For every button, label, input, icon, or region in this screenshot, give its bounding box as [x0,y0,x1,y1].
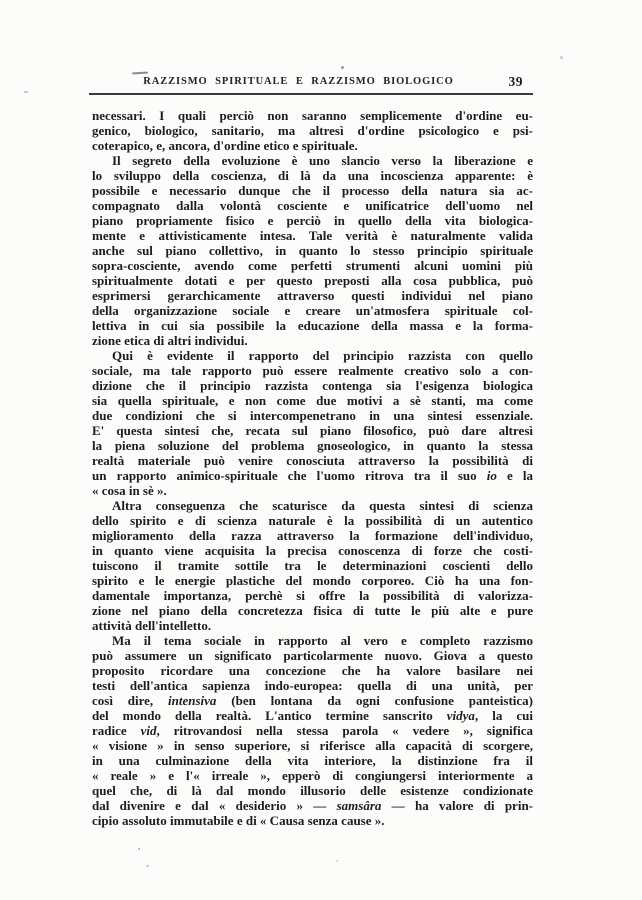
scan-speck [24,91,28,93]
paragraph [92,108,533,153]
text-line [92,513,533,528]
text-segment: testi dell'antica sapienza indo-europea: quella di una unità, per [92,678,533,693]
text-line [92,258,533,273]
text-line [92,408,533,423]
running-header-title: RAZZISMO SPIRITUALE E RAZZISMO BIOLOGICO [143,76,454,87]
text-line [92,498,533,513]
text-line [92,483,533,498]
text-segment: Altra conseguenza che scaturisce da questa sintesi di scienza [112,498,533,513]
text-segment: proposito ricordare una concezione che ha valore basilare nei [92,663,533,678]
text-line [92,108,533,123]
text-line [92,603,533,618]
text-segment: dal divenire e dal « desiderio » — [92,798,337,813]
text-line [92,363,533,378]
paragraph [92,498,533,633]
text-segment: « cosa in sè ». [92,483,167,498]
text-segment: esprimersi gerarchicamente attraverso questi individui nel piano [92,288,533,303]
text-segment: coterapico, e, ancora, d'ordine etico e spirituale. [92,138,358,153]
text-line [92,633,533,648]
text-line [92,288,533,303]
paragraph [92,153,533,348]
text-line [92,138,533,153]
text-line [92,588,533,603]
text-segment: zione etica di altri individui. [92,333,248,348]
text-segment: lo sviluppo della coscienza, di là da una incoscienza apparente: è [92,168,533,183]
page-number: 39 [508,74,523,89]
text-line [92,123,533,138]
text-segment: Qui è evidente il rapporto del principio razzista con quello [112,348,533,363]
paragraph [92,633,533,828]
text-line [92,228,533,243]
text-segment: damentale importanza, perchè si offre la possibilità di valorizza- [92,588,533,603]
text-segment: anche sul piano collettivo, in quanto lo stesso principio spirituale [92,243,533,258]
text-segment: io [486,468,497,483]
text-segment: due condizioni che si intercompenetrano in una sintesi essenziale. [92,408,533,423]
text-segment: Ma il tema sociale in rapporto al vero e completo razzismo [112,633,533,648]
text-segment: miglioramento della razza attraverso la formazione dell'individuo, [92,528,533,543]
text-segment: zione nel piano della concretezza fisica di tutte le più alte e pure [92,603,533,618]
text-line [92,693,533,708]
text-segment: tuiscono il tramite sottile tra le determinazioni coscienti dello [92,558,533,573]
text-segment: cipio assoluto immutabile e di « Causa senza cause ». [92,813,385,828]
text-line [92,753,533,768]
text-segment: E' questa sintesi che, recata sul piano filosofico, può dare altresì [92,423,533,438]
text-line [92,783,533,798]
text-line [92,393,533,408]
text-line [92,378,533,393]
text-segment: compagnato dalla volontà cosciente e unificatrice dell'uomo nel [92,198,533,213]
text-segment: vid [140,723,157,738]
text-line [92,813,533,828]
text-segment: — ha valore di prin- [381,798,533,813]
text-segment: « visione » in senso superiore, si riferisce alla capacità di scorgere, [92,738,533,753]
page-body [92,108,533,828]
text-segment: realtà materiale può venire conosciuta attraverso la possibilità di [92,453,533,468]
text-segment: necessari. I quali perciò non saranno semplicemente d'ordine eu- [92,108,533,123]
text-line [92,348,533,363]
text-line [92,303,533,318]
scan-speck [560,56,563,59]
text-segment: sociale, ma tale rapporto può essere realmente creativo solo a con- [92,363,533,378]
text-segment: e la [496,468,533,483]
text-line [92,678,533,693]
text-segment: la piena soluzione del problema gnoseologico, in quanto la stessa [92,438,533,453]
text-line [92,528,533,543]
text-line [92,273,533,288]
text-line [92,558,533,573]
text-line [92,318,533,333]
text-segment: della organizzazione sociale e creare un'atmosfera spirituale col- [92,303,533,318]
text-segment: (ben lontana da ogni confusione panteistica) [216,693,533,708]
text-segment: dello spirito e di scienza naturale è la possibilità di un autentico [92,513,533,528]
text-line [92,708,533,723]
text-line [92,618,533,633]
text-line [92,243,533,258]
text-line [92,213,533,228]
text-segment: sia quella spirituale, e non come due motivi a sè stanti, ma come [92,393,533,408]
scan-speck [341,66,344,69]
text-line [92,798,533,813]
text-line [92,468,533,483]
text-segment: possibile e necessario dunque che il processo della natura sia ac- [92,183,533,198]
text-segment: mente e attivisticamente intesa. Tale verità è naturalmente valida [92,228,533,243]
text-segment: radice [92,723,141,738]
text-segment: sopra-cosciente, avendo come perfetti strumenti alcuni uomini più [92,258,533,273]
text-line [92,153,533,168]
text-segment: attività dell'intelletto. [92,618,212,633]
text-segment: intensiva [168,693,217,708]
text-line [92,453,533,468]
text-segment: piano propriamente fisico e perciò in quello della vita biologica- [92,213,533,228]
text-segment: , la cui [474,708,533,723]
text-line [92,168,533,183]
text-line [92,198,533,213]
scan-speck [138,848,140,850]
text-segment: « reale » e l'« irreale », epperò di congiungersi interiormente a [92,768,533,783]
text-segment: può assumere un significato particolarmente nuovo. Giova a questo [92,648,533,663]
text-line [92,423,533,438]
text-segment: così dire, [92,693,169,708]
text-segment: in quanto viene acquisita la precisa conoscenza di forze che costi- [92,543,533,558]
text-segment: in una culminazione della vita interiore, la distinzione fra il [92,753,533,768]
text-line [92,543,533,558]
text-segment: vidya [446,708,475,723]
text-segment: del mondo della realtà. L'antico termine sanscrito [92,708,447,723]
text-line [92,648,533,663]
header-rule [89,93,533,95]
text-line [92,768,533,783]
text-segment: samsâra [336,798,382,813]
text-line [92,663,533,678]
text-segment: Il segreto della evoluzione è uno slancio verso la liberazione e [112,153,533,168]
text-segment: un rapporto animico-spirituale che l'uomo ritrova tra il suo [92,468,487,483]
text-line [92,438,533,453]
scan-speck [146,865,149,867]
text-line [92,183,533,198]
text-segment: spiritualmente dotati e per questo preposti alla cosa pubblica, può [92,273,533,288]
text-segment: lettiva in cui sia possibile la educazione della massa e la forma- [92,318,533,333]
scan-speck [336,860,338,862]
text-segment: spirito e le energie plastiche del mondo corporeo. Ciò ha una fon- [92,573,533,588]
text-segment: , ritrovandosi nella stessa parola « vedere », significa [156,723,533,738]
text-line [92,738,533,753]
text-line [92,573,533,588]
text-segment: genico, biologico, sanitario, ma altresì d'ordine psicologico e psi- [92,123,533,138]
paragraph [92,348,533,498]
text-line [92,333,533,348]
text-line [92,723,533,738]
text-segment: quel che, di là dal mondo illusorio delle esistenze condizionate [92,783,533,798]
page-content [92,0,533,900]
text-segment: dizione che il principio razzista contenga sia l'esigenza biologica [92,378,533,393]
